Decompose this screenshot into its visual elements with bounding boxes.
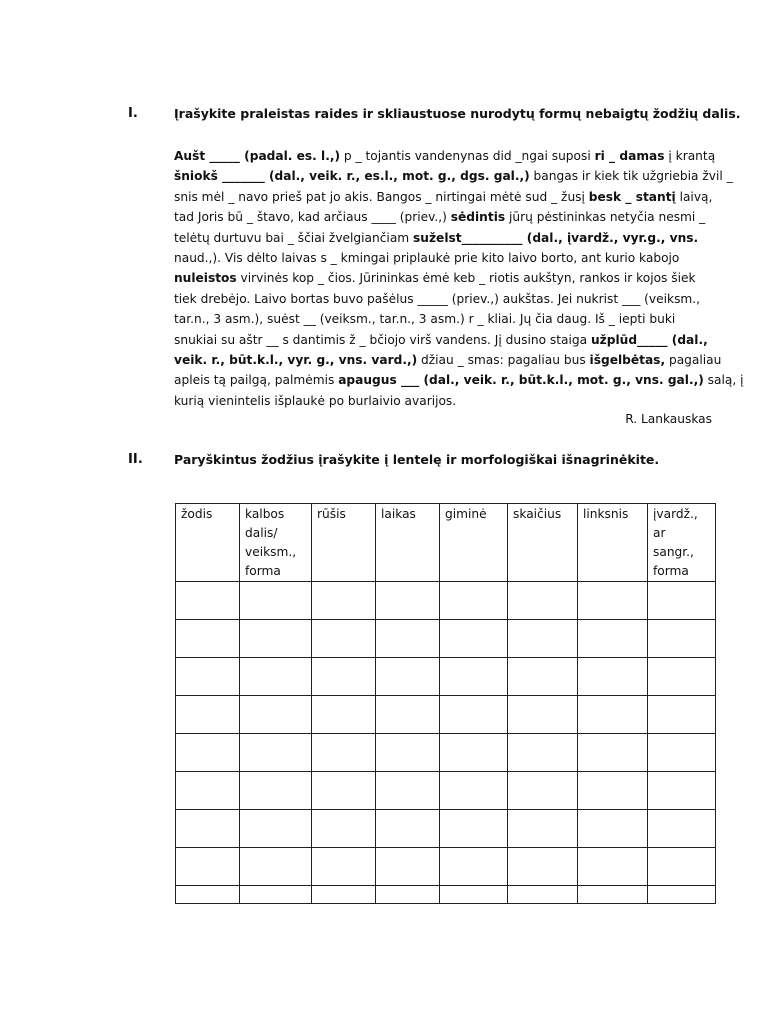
text-segment: laivą, (675, 189, 713, 204)
column-header (240, 504, 312, 582)
text-segment: p _ tojantis vandenynas did _ngai suposi (340, 149, 595, 163)
table-cell[interactable] (176, 620, 240, 658)
table-cell[interactable] (508, 734, 578, 772)
table-cell[interactable] (578, 848, 648, 886)
column-header (440, 504, 508, 582)
bold-word: veik. r., būt.k.l., vyr. g., vns. vard.,) (174, 353, 418, 368)
bold-word: suželst__________ (dal., įvardž., vyr.g., vns. (413, 230, 699, 245)
table-row (176, 848, 716, 886)
table-cell[interactable] (648, 848, 716, 886)
table-cell[interactable] (578, 886, 648, 904)
passage-line (174, 207, 716, 227)
task-2-number: II. (128, 452, 143, 467)
table-cell[interactable] (578, 620, 648, 658)
text-segment: kurią vienintelis išplaukė po burlaivio avarijos. (174, 393, 457, 408)
table-cell[interactable] (578, 582, 648, 620)
column-header (578, 504, 648, 582)
table-row (176, 772, 716, 810)
bold-word: Aušt _____ (padal. es. l.,) (174, 149, 341, 163)
table-row (176, 886, 716, 904)
task-1-number: I. (128, 106, 138, 121)
table-cell[interactable] (312, 848, 376, 886)
task-2-title: Paryškintus žodžius įrašykite į lentelę ir morfologiškai išnagrinėkite. (174, 452, 660, 467)
table-cell[interactable] (648, 772, 716, 810)
table-cell[interactable] (240, 734, 312, 772)
column-header-text: skaičius (513, 507, 562, 521)
table-cell[interactable] (240, 886, 312, 904)
text-segment: tiek drebėjo. Laivo bortas buvo pašėlus _____ (priev.,) aukštas. Jei nukrist ___ (veiksm., (174, 291, 701, 306)
column-header (648, 504, 716, 582)
table-cell[interactable] (176, 734, 240, 772)
table-cell[interactable] (312, 696, 376, 734)
table-cell[interactable] (508, 620, 578, 658)
text-segment: džiau _ smas: pagaliau bus (417, 353, 590, 368)
table-row (176, 810, 716, 848)
table-cell[interactable] (508, 810, 578, 848)
table-cell[interactable] (578, 696, 648, 734)
table-cell[interactable] (240, 620, 312, 658)
passage-line (174, 268, 716, 288)
table-cell[interactable] (648, 658, 716, 696)
bold-word: išgelbėtas, (589, 353, 666, 368)
table-cell[interactable] (648, 886, 716, 904)
column-header-text: linksnis (583, 507, 629, 521)
table-cell[interactable] (508, 886, 578, 904)
table-cell[interactable] (176, 886, 240, 904)
column-header-text: giminė (445, 507, 487, 521)
table-header-row (176, 504, 716, 582)
table-cell[interactable] (376, 696, 440, 734)
table-cell[interactable] (312, 734, 376, 772)
passage-line (174, 248, 716, 268)
table-cell[interactable] (648, 696, 716, 734)
passage-line (174, 350, 722, 370)
table-cell[interactable] (440, 658, 508, 696)
bold-word: besk _ stantį (588, 189, 676, 204)
table-cell[interactable] (440, 620, 508, 658)
passage-line (174, 330, 716, 350)
passage-line (174, 228, 716, 248)
table-cell[interactable] (440, 848, 508, 886)
table-cell[interactable] (312, 582, 376, 620)
text-segment: bangas ir kiek tik užgriebia žvil _ (529, 169, 733, 184)
table-cell[interactable] (240, 582, 312, 620)
text-segment: į krantą (664, 149, 716, 163)
bold-word: apaugus ___ (dal., veik. r., būt.k.l., mot. g., vns. gal.,) (338, 373, 704, 388)
table-cell[interactable] (240, 848, 312, 886)
table-cell[interactable] (440, 810, 508, 848)
table-cell[interactable] (240, 696, 312, 734)
table-cell[interactable] (176, 810, 240, 848)
task-1-title: Įrašykite praleistas raides ir skliaustuose nurodytų formų nebaigtų žodžių dalis. (174, 106, 741, 121)
table-cell[interactable] (176, 772, 240, 810)
table-cell[interactable] (648, 810, 716, 848)
table-cell[interactable] (648, 734, 716, 772)
table-cell[interactable] (312, 886, 376, 904)
table-row (176, 696, 716, 734)
table-cell[interactable] (440, 772, 508, 810)
table-cell[interactable] (508, 582, 578, 620)
table-cell[interactable] (176, 848, 240, 886)
table-row (176, 734, 716, 772)
column-header-text: rūšis (317, 507, 346, 521)
table-cell[interactable] (176, 696, 240, 734)
table-cell[interactable] (440, 696, 508, 734)
table-cell[interactable] (312, 620, 376, 658)
column-header-text: kalbos (245, 507, 285, 521)
text-segment: tad Joris bū _ štavo, kad arčiaus ____ (priev.,) (174, 210, 451, 225)
bold-word: šniokš _______ (dal., veik. r., es.l., mot. g., dgs. gal.,) (174, 169, 530, 184)
passage-line (174, 146, 716, 166)
text-segment: naud.,). Vis dėlto laivas s _ kmingai priplaukė prie kito laivo borto, ant kurio kabojo (174, 251, 680, 266)
bold-word: ri _ damas (594, 149, 665, 163)
passage-author: R. Lankauskas (625, 412, 712, 426)
table-cell[interactable] (578, 772, 648, 810)
passage-line (174, 289, 716, 309)
table-row (176, 582, 716, 620)
text-segment: telėtų durtuvu bai _ ščiai žvelgiančiam (174, 230, 414, 245)
table-cell[interactable] (176, 582, 240, 620)
table-cell[interactable] (376, 658, 440, 696)
text-segment: apleis tą pailgą, palmėmis (174, 373, 339, 388)
table-cell[interactable] (240, 810, 312, 848)
text-segment: snukiai su aštr __ s dantimis ž _ bčiojo virš vandens. Jį dusino staiga (174, 332, 591, 347)
table-cell[interactable] (578, 658, 648, 696)
column-header-text: forma (245, 564, 281, 578)
text-segment: jūrų pėstininkas netyčia nesmi _ (505, 210, 706, 225)
column-header (176, 504, 240, 582)
passage-line (174, 187, 716, 207)
table-cell[interactable] (240, 658, 312, 696)
column-header-text: veiksm., (245, 545, 297, 559)
table-cell[interactable] (508, 848, 578, 886)
table-cell[interactable] (376, 886, 440, 904)
table-cell[interactable] (578, 810, 648, 848)
column-header (508, 504, 578, 582)
text-segment: snis mėl _ navo prieš pat jo akis. Bangos _ nirtingai mėtė sud _ žusį (174, 189, 589, 204)
passage-line (174, 309, 716, 329)
passage-line (174, 391, 716, 411)
bold-word: nuleistos (174, 271, 237, 286)
column-header-text: forma (653, 564, 689, 578)
bold-word: sėdintis (450, 210, 506, 225)
table-cell[interactable] (312, 810, 376, 848)
table-cell[interactable] (648, 582, 716, 620)
table-cell[interactable] (508, 772, 578, 810)
table-cell[interactable] (376, 848, 440, 886)
table-cell[interactable] (440, 734, 508, 772)
table-row (176, 658, 716, 696)
passage-text (174, 146, 744, 411)
table-cell[interactable] (508, 696, 578, 734)
table-cell[interactable] (376, 772, 440, 810)
table-cell[interactable] (578, 734, 648, 772)
table-cell[interactable] (312, 772, 376, 810)
column-header (312, 504, 376, 582)
column-header-text: laikas (381, 507, 416, 521)
table-cell[interactable] (440, 582, 508, 620)
passage-line (174, 166, 733, 186)
text-segment: virvinės kop _ čios. Jūrininkas ėmė keb _ riotis aukštyn, rankos ir kojos šiek (236, 271, 696, 286)
table-cell[interactable] (240, 772, 312, 810)
table-cell[interactable] (440, 886, 508, 904)
bold-word: užplūd_____ (dal., (590, 332, 708, 347)
table-cell[interactable] (376, 810, 440, 848)
column-header-text: ar (653, 526, 666, 540)
column-header (376, 504, 440, 582)
table-cell[interactable] (176, 658, 240, 696)
table-cell[interactable] (508, 658, 578, 696)
table-cell[interactable] (376, 734, 440, 772)
text-segment: pagaliau (665, 353, 722, 368)
table-cell[interactable] (376, 582, 440, 620)
column-header-text: dalis/ (245, 526, 278, 540)
table-cell[interactable] (376, 620, 440, 658)
passage-line (174, 370, 744, 390)
table-cell[interactable] (648, 620, 716, 658)
column-header-text: žodis (181, 507, 213, 521)
column-header-text: įvardž., (653, 507, 698, 521)
column-header-text: sangr., (653, 545, 694, 559)
table-cell[interactable] (312, 658, 376, 696)
table-row (176, 620, 716, 658)
text-segment: salą, į (703, 373, 744, 388)
text-segment: tar.n., 3 asm.), suėst __ (veiksm., tar.n., 3 asm.) r _ kliai. Jų čia daug. Iš _ iepti buki (174, 312, 676, 327)
analysis-table (175, 503, 716, 904)
